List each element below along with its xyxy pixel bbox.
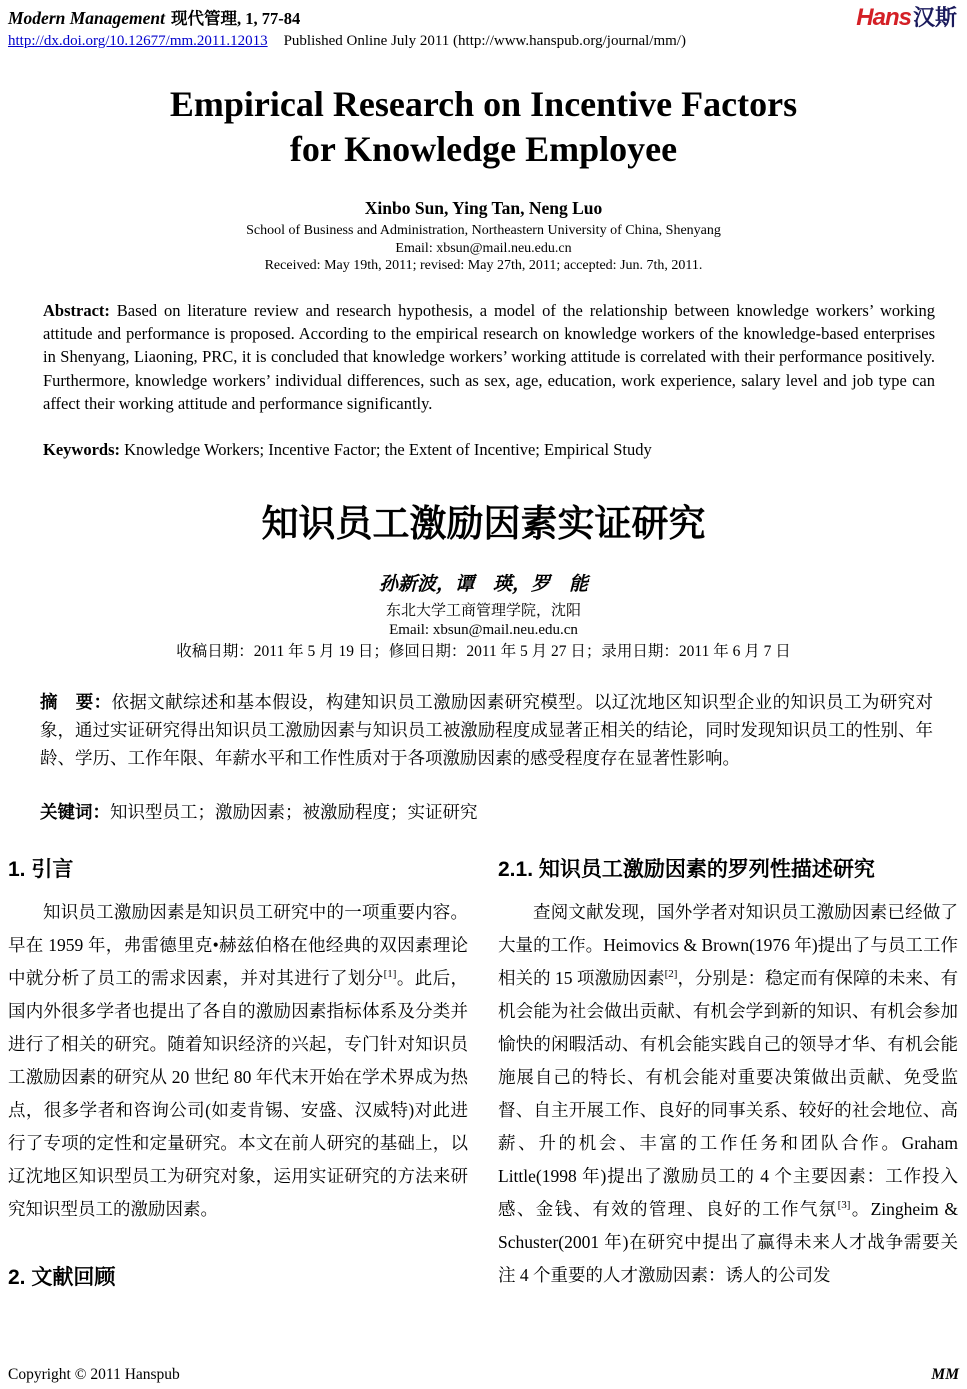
hans-logo-text: Hans bbox=[856, 4, 911, 31]
paper-title-english bbox=[8, 82, 959, 172]
doi-link[interactable]: http://dx.doi.org/10.12677/mm.2011.12013 bbox=[8, 33, 268, 49]
journal-header bbox=[8, 5, 959, 31]
hans-publisher-logo bbox=[856, 5, 957, 34]
literature-review-paragraph: 查阅文献发现，国外学者对知识员工激励因素已经做了大量的工作。Heimovics & Brown(1976 年)提出了与员工工作相关的 15 项激励因素[2]，分别是：稳定而有保障的未来、有机会能为社会做出贡献、有机会学到新的知识、有机会参加愉快的闲暇活动、有机会能实践自己的领导才华、有机会能施展自己的特长、有机会能对重要决策做出贡献、免受监督、自主开展工作、良好的同事关系、较好的社会地位、高薪、升的机会、丰富的工作任务和团队合作。Graham Little(1998 年)提出了激励员工的 4 个主要因素：工作投入感、金钱、有效的管理、良好的工作气氛[3]。Zingheim & Schuster(2001 年)在研究中提出了赢得未来人才战争需要关注 4 个重要的人才激励因素：诱人的公司发 bbox=[498, 901, 959, 1285]
journal-abbreviation: MM bbox=[931, 1366, 959, 1383]
abstract-label-chinese: 摘 要： bbox=[40, 691, 112, 712]
keywords-label-chinese: 关键词： bbox=[40, 801, 110, 822]
subsection-heading-2-1: 2.1. 知识员工激励因素的罗列性描述研究 bbox=[498, 857, 875, 881]
paper-title-chinese: 知识员工激励因素实证研究 bbox=[261, 502, 706, 544]
keywords-text: Knowledge Workers; Incentive Factor; the Extent of Incentive; Empirical Study bbox=[124, 439, 652, 459]
published-online-info: Published Online July 2011 (http://www.hanspub.org/journal/mm/) bbox=[283, 33, 686, 49]
two-column-body bbox=[8, 856, 959, 1292]
abstract-chinese bbox=[40, 688, 933, 772]
received-dates-english: Received: May 19th, 2011; revised: May 27th, 2011; accepted: Jun. 7th, 2011. bbox=[264, 258, 703, 273]
abstract-english bbox=[43, 299, 935, 416]
abstract-label: Abstract: bbox=[43, 300, 110, 320]
copyright-notice: Copyright © 2011 Hanspub bbox=[8, 1366, 180, 1383]
right-column bbox=[498, 856, 958, 1292]
left-column bbox=[8, 856, 468, 1292]
keywords-label: Keywords: bbox=[43, 439, 120, 459]
authors-english: Xinbo Sun, Ying Tan, Neng Luo bbox=[364, 198, 603, 218]
email-english: Email: xbsun@mail.neu.edu.cn bbox=[395, 240, 572, 256]
keywords-chinese bbox=[40, 798, 933, 826]
abstract-text: Based on literature review and research hypothesis, a model of the relationship between knowledge workers’ working attitude and performance is proposed. According to the empirical research on knowledge workers of the knowledge-based enterprises in Shenyang, Liaoning, PRC, it is concluded that knowledge workers’ working attitude is correlated with their performance positively. Furthermore, knowledge workers’ individual differences, such as sex, age, education, work experience, salary level and job type can affect their working attitude and performance significantly. bbox=[43, 300, 935, 414]
paper-title-line2: for Knowledge Employee bbox=[289, 129, 678, 169]
doi-line bbox=[8, 33, 959, 50]
keywords-text-chinese: 知识型员工；激励因素；被激励程度；实证研究 bbox=[110, 801, 478, 822]
page-footer bbox=[8, 1365, 959, 1385]
introduction-paragraph: 知识员工激励因素是知识员工研究中的一项重要内容。早在 1959 年，弗雷德里克•赫兹伯格在他经典的双因素理论中就分析了员工的需求因素，并对其进行了划分[1]。此后，国内外很多学者也提出了各自的激励因素指标体系及分类并进行了相关的研究。随着知识经济的兴起，专门针对知识员工激励因素的研究从 20 世纪 80 年代末开始在学术界成为热点，很多学者和咨询公司(如麦肯锡、安盛、汉威特)对此进行了专项的定性和定量研究。本文在前人研究的基础上，以辽沈地区知识型员工为研究对象，运用实证研究的方法来研究知识型员工的激励因素。 bbox=[8, 901, 469, 1219]
section-heading-literature-review: 2. 文献回顾 bbox=[8, 1265, 116, 1289]
section-heading-introduction: 1. 引言 bbox=[8, 857, 74, 881]
journal-volume-pages: 现代管理, 1, 77-84 bbox=[171, 9, 301, 28]
received-dates-chinese: 收稿日期：2011 年 5 月 19 日；修回日期：2011 年 5 月 27 日；录用日期：2011 年 6 月 7 日 bbox=[176, 642, 791, 660]
affiliation-english: School of Business and Administration, Northeastern University of China, Shenyang bbox=[246, 223, 721, 238]
abstract-text-chinese: 依据文献综述和基本假设，构建知识员工激励因素研究模型。以辽沈地区知识型企业的知识员工为研究对象，通过实证研究得出知识员工激励因素与知识员工被激励程度成显著正相关的结论，同时发现知识员工的性别、年龄、学历、工作年限、年薪水平和工作性质对于各项激励因素的感受程度存在显著性影响。 bbox=[40, 691, 934, 768]
authors-chinese: 孙新波，谭 瑛，罗 能 bbox=[378, 573, 588, 595]
email-chinese: Email: xbsun@mail.neu.edu.cn bbox=[389, 621, 578, 638]
hans-logo-chinese: 汉斯 bbox=[912, 5, 957, 30]
keywords-english bbox=[43, 438, 935, 461]
paper-title-line1: Empirical Research on Incentive Factors bbox=[169, 84, 798, 124]
affiliation-chinese: 东北大学工商管理学院，沈阳 bbox=[385, 602, 581, 619]
journal-title-en: Modern Management bbox=[8, 8, 166, 28]
